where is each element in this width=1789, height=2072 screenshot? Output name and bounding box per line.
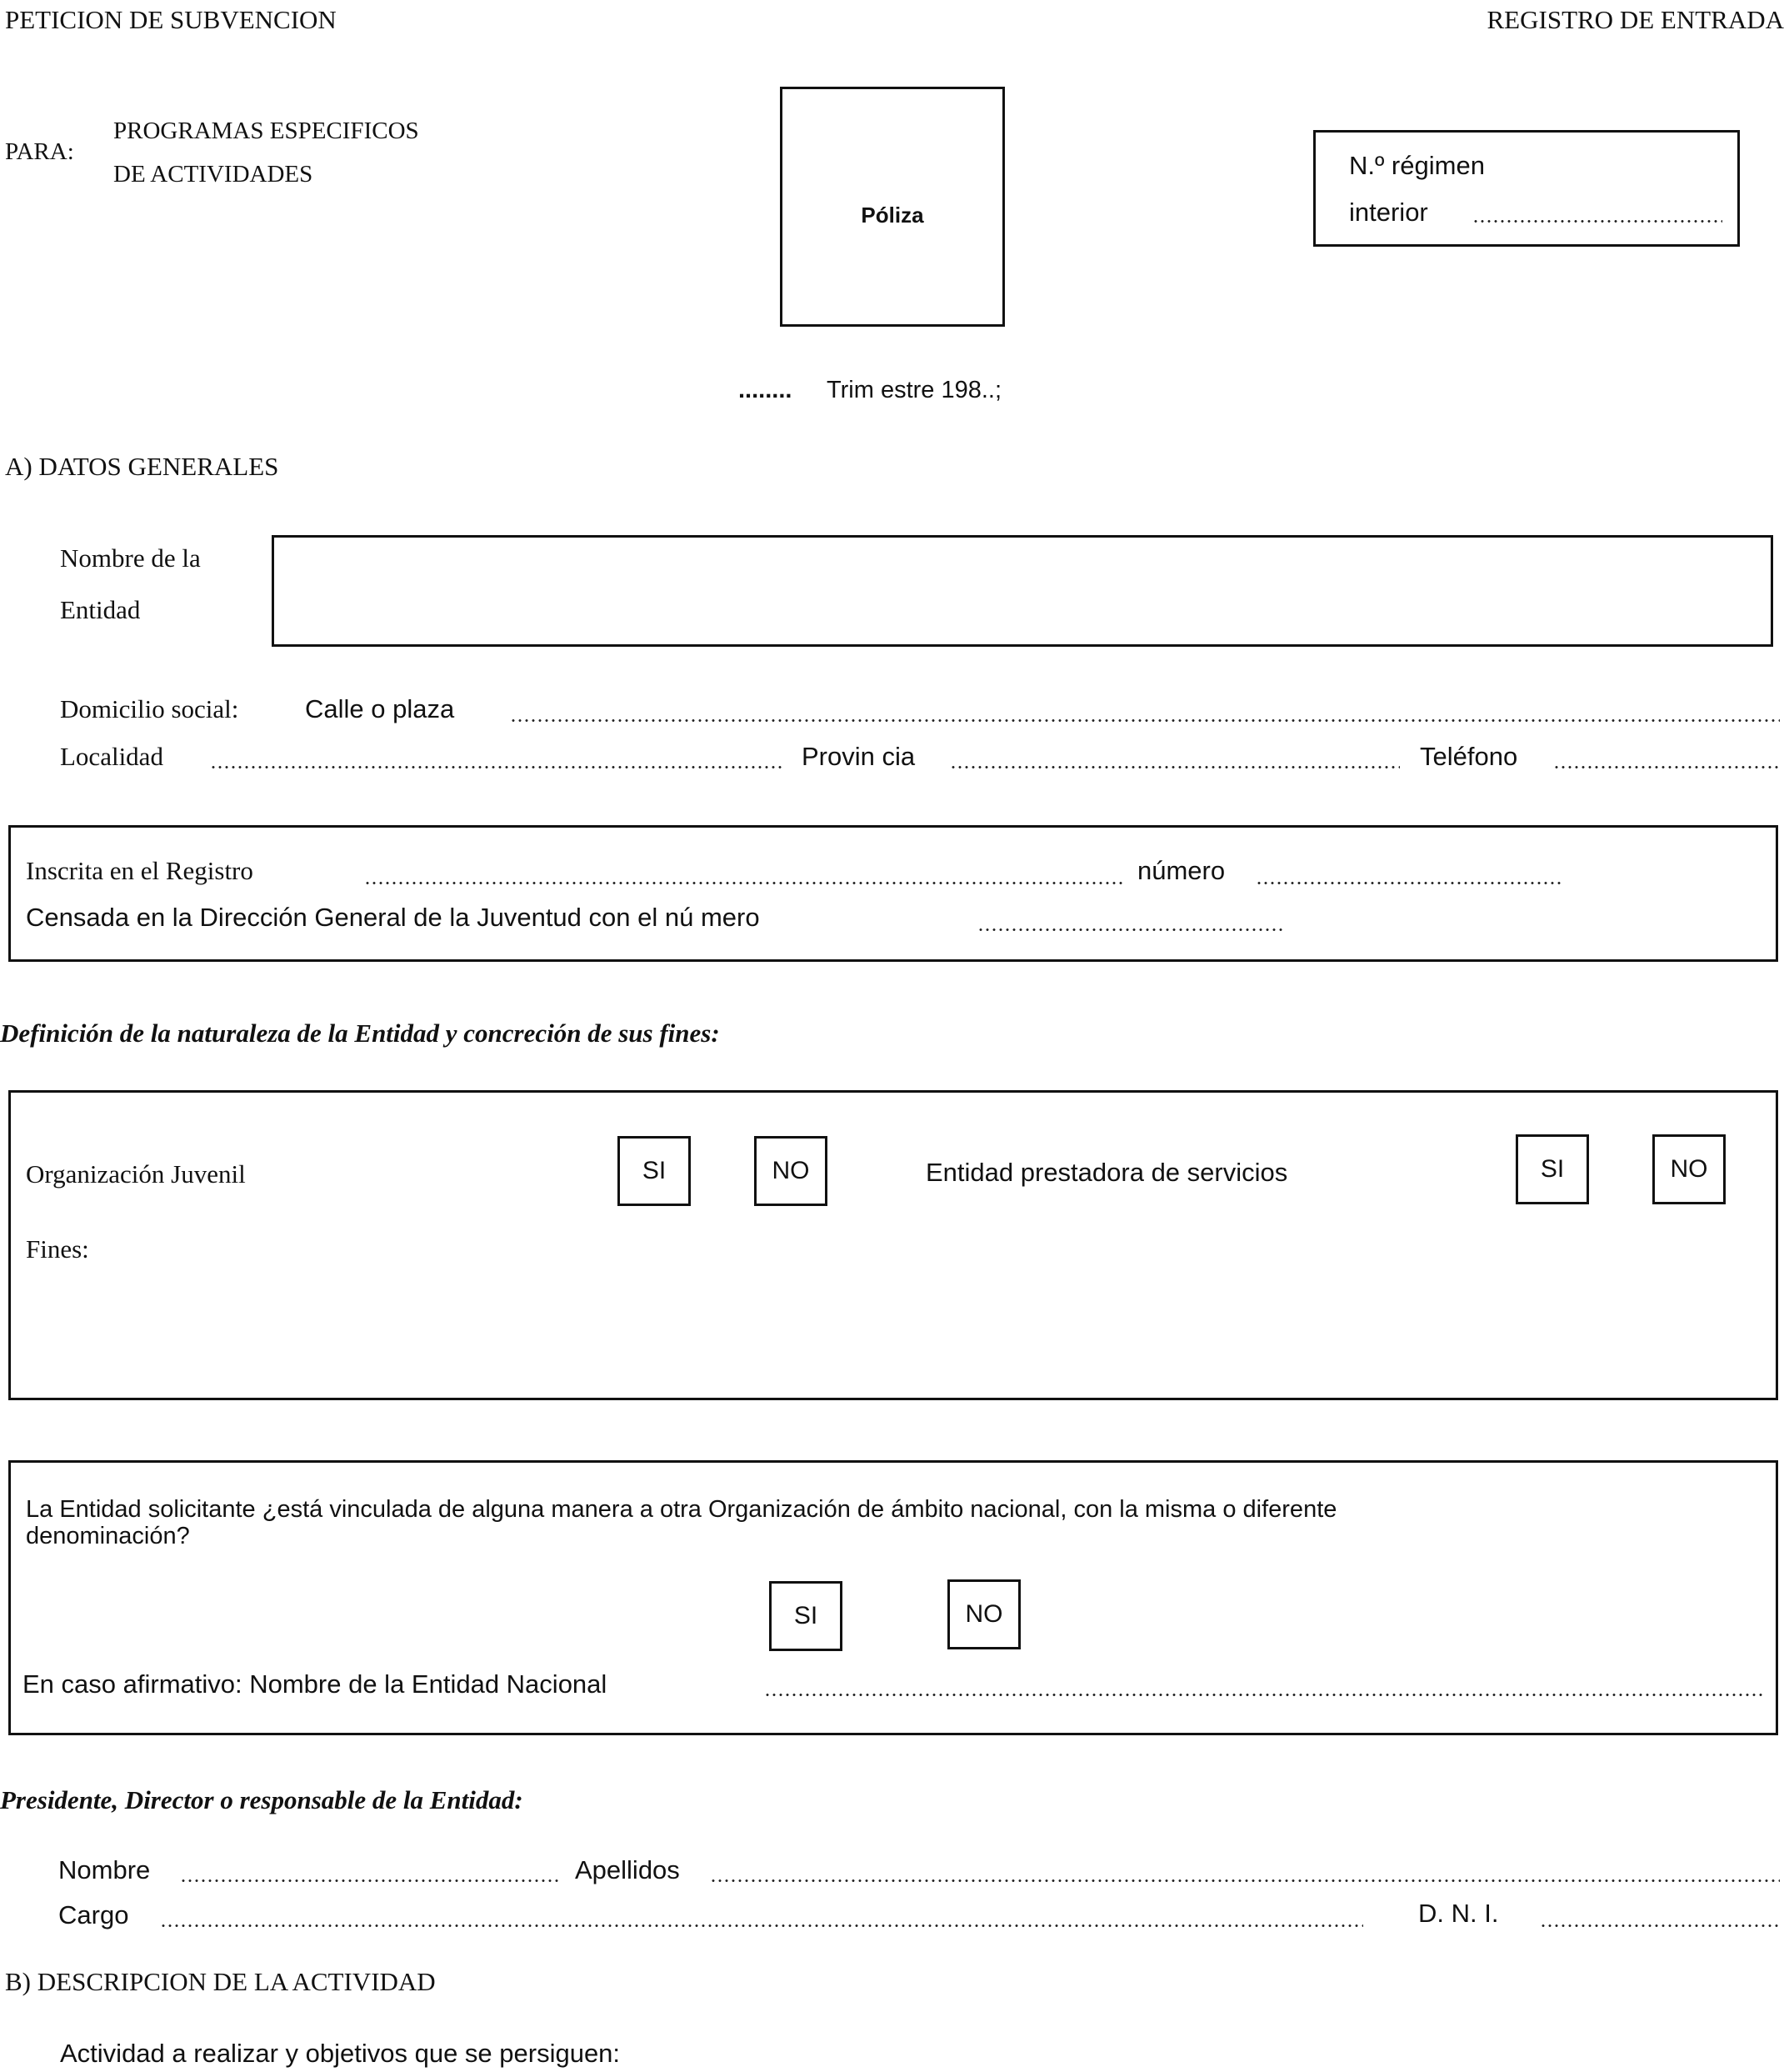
poliza-box	[780, 87, 1005, 327]
org-juvenil-si-checkbox[interactable]: SI	[617, 1136, 691, 1206]
org-juvenil-label: Organización Juvenil	[26, 1159, 246, 1189]
vinculada-question-2: denominación?	[26, 1523, 190, 1549]
provincia-field[interactable]	[950, 745, 1400, 770]
apellidos-field[interactable]	[710, 1859, 1780, 1884]
nombre-label: Nombre	[58, 1855, 151, 1884]
afirmativo-label: En caso afirmativo: Nombre de la Entidad Nacional	[22, 1669, 607, 1699]
trimestre-label: Trim estre 198..;	[827, 377, 1002, 403]
regimen-label-2: interior	[1349, 198, 1428, 227]
para-label: PARA:	[5, 138, 74, 165]
vinculada-no-checkbox[interactable]: NO	[947, 1579, 1021, 1649]
entidad-label-1: Nombre de la	[60, 543, 201, 573]
vinculada-frame	[8, 1460, 1778, 1735]
vinculada-question-1: La Entidad solicitante ¿está vinculada de alguna manera a otra Organización de ámbito nacional, con la misma o diferente	[26, 1496, 1337, 1523]
prestadora-no-checkbox[interactable]: NO	[1652, 1134, 1726, 1204]
telefono-field[interactable]	[1553, 745, 1780, 770]
regimen-label-1: N.º régimen	[1349, 151, 1485, 180]
censada-label: Censada en la Dirección General de la Juventud con el nú mero	[26, 903, 760, 932]
entidad-label-2: Entidad	[60, 595, 141, 624]
regimen-box	[1313, 130, 1740, 247]
section-b-heading: B) DESCRIPCION DE LA ACTIVIDAD	[5, 1967, 436, 1996]
apellidos-label: Apellidos	[575, 1855, 680, 1884]
registro-frame	[8, 825, 1778, 962]
numero-field[interactable]	[1256, 861, 1564, 886]
dni-label: D. N. I.	[1418, 1899, 1499, 1928]
regimen-field[interactable]	[1472, 199, 1722, 224]
fines-label: Fines:	[26, 1234, 89, 1264]
trimestre-prefix: ........	[738, 377, 792, 403]
presidente-heading: Presidente, Director o responsable de la Entidad:	[0, 1785, 523, 1814]
org-juvenil-no-checkbox[interactable]: NO	[754, 1136, 827, 1206]
poliza-label: Póliza	[861, 203, 924, 228]
section-a-heading: A) DATOS GENERALES	[5, 452, 279, 481]
dni-field[interactable]	[1540, 1904, 1780, 1929]
registro-label: Inscrita en el Registro	[26, 856, 253, 885]
prestadora-si-checkbox[interactable]: SI	[1516, 1134, 1589, 1204]
localidad-label: Localidad	[60, 742, 163, 771]
entidad-nacional-field[interactable]	[764, 1673, 1764, 1698]
prestadora-label: Entidad prestadora de servicios	[926, 1158, 1288, 1187]
definicion-heading: Definición de la naturaleza de la Entidad y concreción de sus fines:	[0, 1018, 720, 1048]
censada-field[interactable]	[977, 908, 1282, 933]
provincia-label: Provin cia	[802, 742, 916, 771]
para-line-1: PROGRAMAS ESPECIFICOS	[113, 118, 419, 144]
calle-field[interactable]	[510, 698, 1780, 723]
cargo-field[interactable]	[160, 1904, 1363, 1929]
telefono-label: Teléfono	[1420, 742, 1518, 771]
entidad-name-field[interactable]	[272, 535, 1773, 647]
cargo-label: Cargo	[58, 1900, 129, 1929]
para-line-2: DE ACTIVIDADES	[113, 161, 313, 188]
numero-label: número	[1137, 856, 1226, 885]
registro-field[interactable]	[364, 861, 1122, 886]
localidad-field[interactable]	[210, 745, 783, 770]
registro-entrada-title: REGISTRO DE ENTRADA	[1487, 5, 1784, 34]
actividad-label: Actividad a realizar y objetivos que se persiguen:	[60, 2039, 621, 2068]
naturaleza-frame	[8, 1090, 1778, 1400]
form-title: PETICION DE SUBVENCION	[5, 5, 337, 34]
vinculada-si-checkbox[interactable]: SI	[769, 1581, 842, 1651]
calle-label: Calle o plaza	[305, 694, 455, 723]
nombre-field[interactable]	[180, 1859, 560, 1884]
fines-field[interactable]	[119, 1226, 1761, 1376]
domicilio-label: Domicilio social:	[60, 694, 239, 723]
